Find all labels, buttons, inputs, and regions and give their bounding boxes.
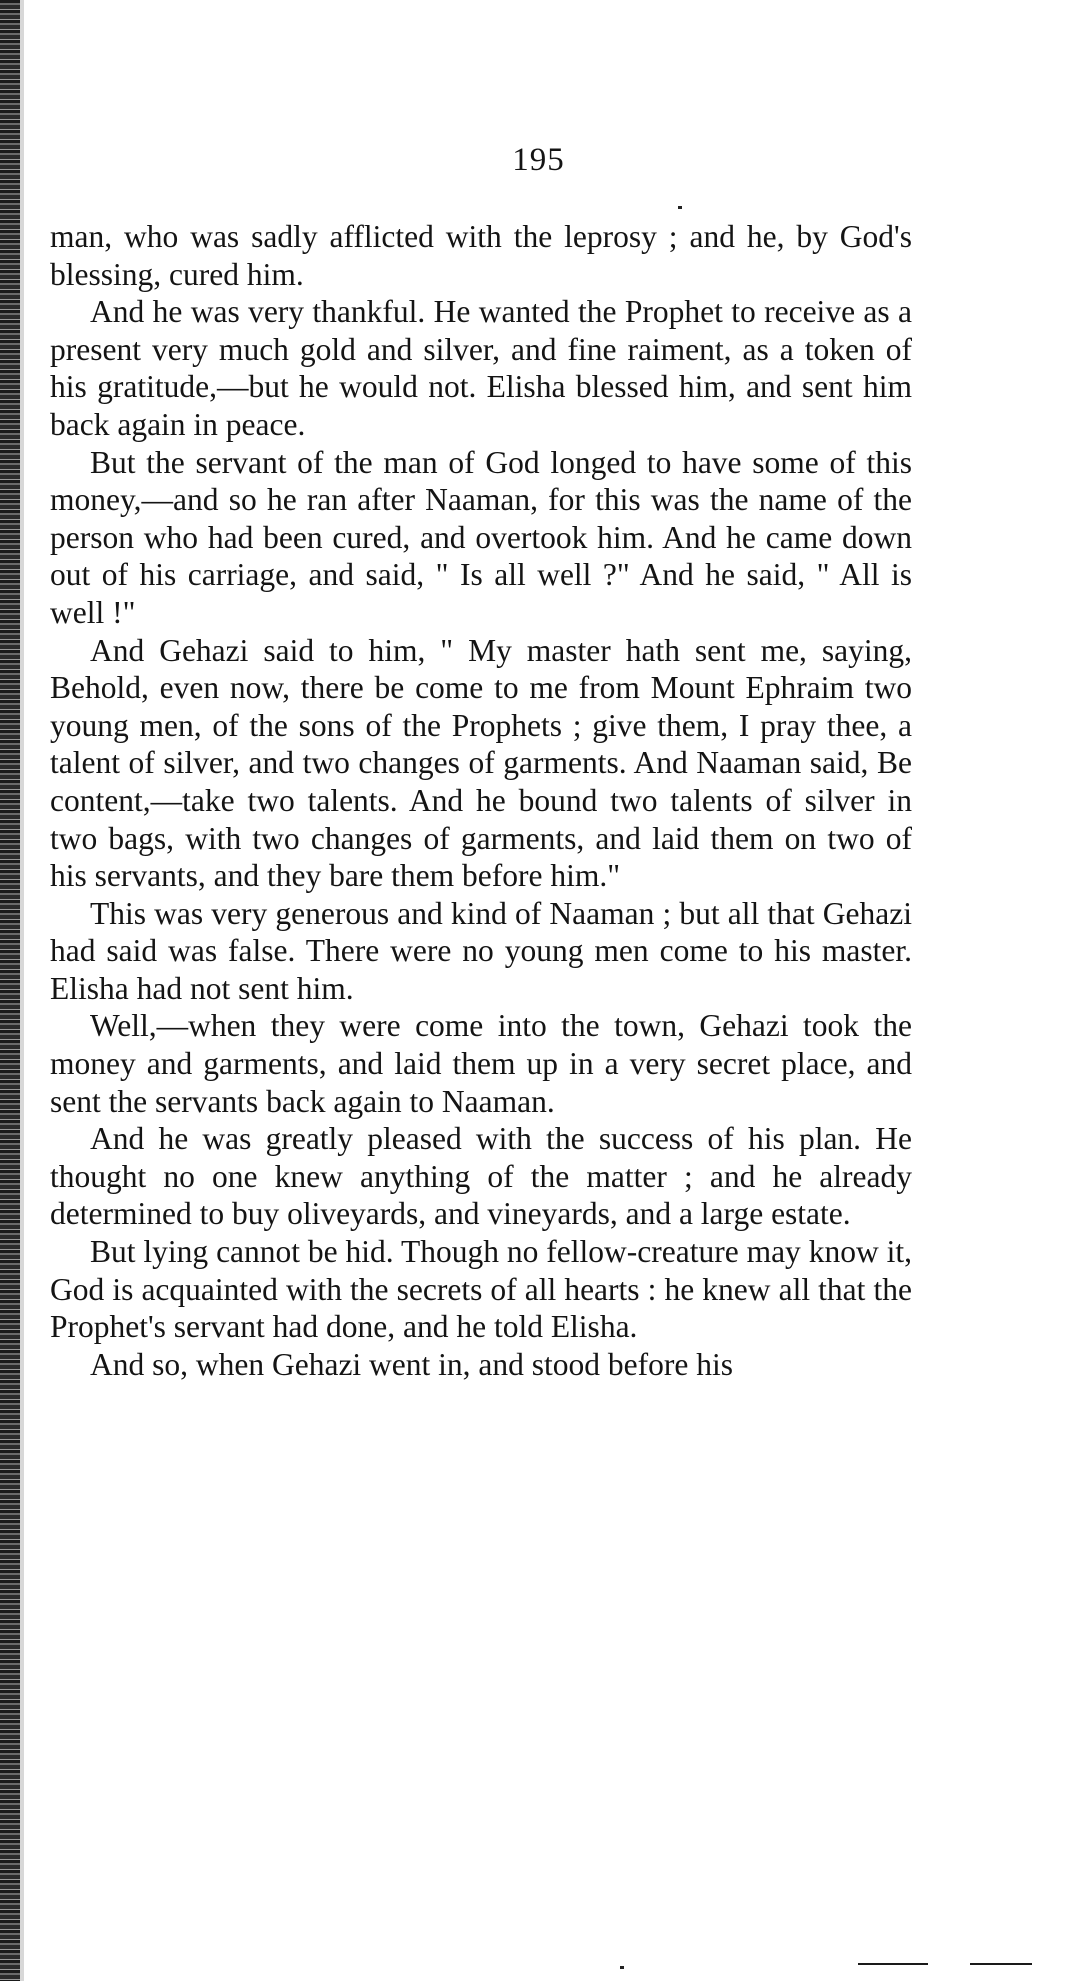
paragraph: Well,—when they were come into the town, Gehazi took the money and garments, and laid them up in a very secret place, and sent the servants back again to Naaman. xyxy=(50,1008,912,1119)
footer-rule xyxy=(970,1963,1032,1965)
footer-rule xyxy=(858,1963,928,1965)
paragraph: And so, when Gehazi went in, and stood before his xyxy=(90,1346,733,1382)
paragraph: man, who was sadly afflicted with the leprosy ; and he, by God's blessing, cured him. xyxy=(50,219,912,292)
body-text xyxy=(50,218,912,1383)
book-binding-edge xyxy=(0,0,20,1981)
paragraph: But the servant of the man of God longed to have some of this money,—and so he ran after Naaman, for this was the name of the person who had been cured, and overtook him. And he came down out of his carriage, and said, " Is all well ?" And he said, " All is well !" xyxy=(50,444,912,630)
paragraph: And he was very thankful. He wanted the Prophet to receive as a present very much gold and silver, and fine raiment, as a token of his gratitude,—but he would not. Elisha blessed him, and sent him back again in peace. xyxy=(50,294,912,442)
ink-speck xyxy=(678,206,682,209)
paragraph: This was very generous and kind of Naaman ; but all that Gehazi had said was false. There were no young men come to his master. Elisha had not sent him. xyxy=(50,895,912,1006)
paragraph: And he was greatly pleased with the success of his plan. He thought no one knew anything of the matter ; and he already determined to buy oliveyards, and vineyards, and a large estate. xyxy=(50,1121,912,1232)
ink-speck xyxy=(620,1966,624,1969)
page-number: 195 xyxy=(512,142,565,178)
paragraph: And Gehazi said to him, " My master hath sent me, saying, Behold, even now, there be come to me from Mount Ephraim two young men, of the sons of the Prophets ; give them, I pray thee, a talent of silver, and two changes of garments. And Naaman said, Be content,—take two talents. And he bound two talents of silver in two bags, with two changes of garments, and laid them on two of his servants, and they bare them before him." xyxy=(50,632,912,894)
paragraph: But lying cannot be hid. Though no fellow-creature may know it, God is acquainted with the secrets of all hearts : he knew all that the Prophet's servant had done, and he told Elisha. xyxy=(50,1234,912,1345)
